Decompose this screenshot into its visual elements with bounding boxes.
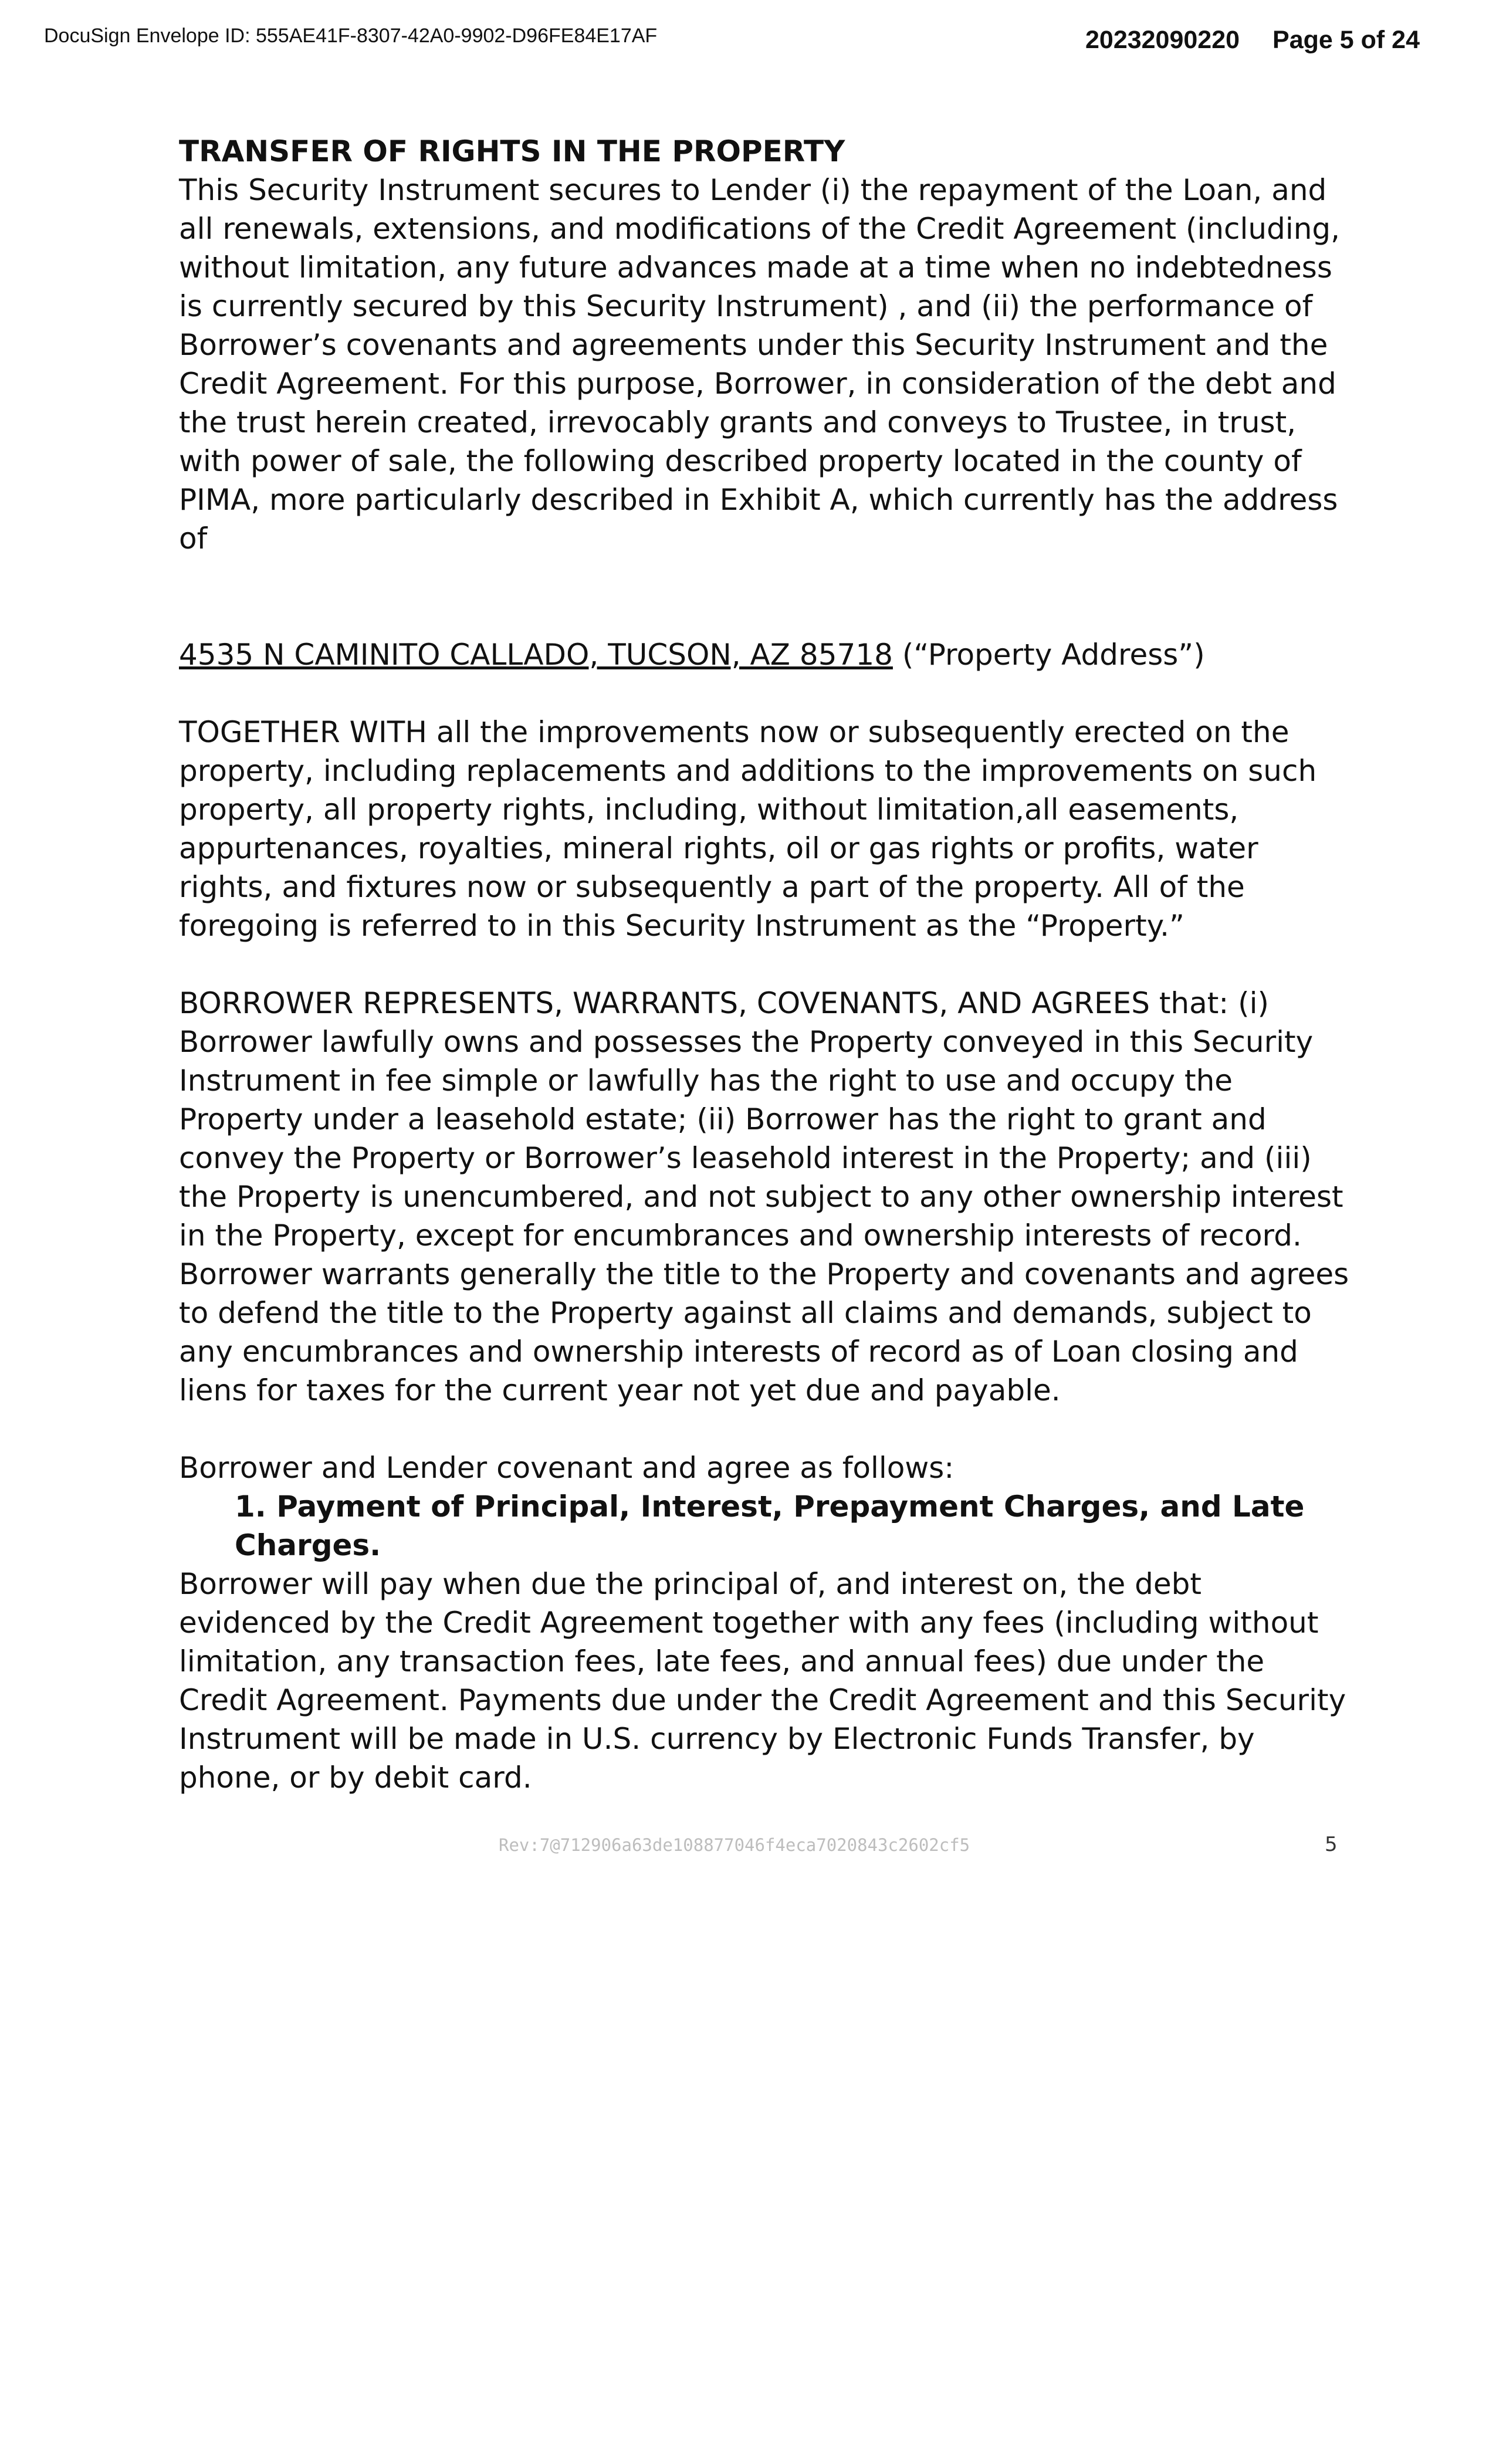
spacer bbox=[179, 945, 1352, 984]
document-number: 20232090220 bbox=[1085, 26, 1240, 54]
property-address-line bbox=[179, 635, 1352, 674]
security-paragraph: This Security Instrument secures to Lender (i) the repayment of the Loan, and all renewals, extensions, and modifications of the Credit Agreement (including, without limitation, any future advances made at a time when no indebtedness is currently secured by this Security Instrument) , and (ii) the performance of Borrower’s covenants and agreements under this Security Instrument and the Credit Agreement. For this purpose, Borrower, in consideration of the debt and the trust herein created, irrevocably grants and conveys to Trustee, in trust, with power of sale, the following described property located in the county of PIMA, more particularly described in Exhibit A, which currently has the address of bbox=[179, 173, 1341, 556]
together-with-paragraph: TOGETHER WITH all the improvements now or subsequently erected on the property, including replacements and additions to the improvements on such property, all property rights, including, without limitation,all easements, appurtenances, royalties, mineral rights, oil or gas rights or profits, water rights, and fixtures now or subsequently a part of the property. All of the foregoing is referred to in this Security Instrument as the “Property.” bbox=[179, 715, 1317, 943]
footer-page-number: 5 bbox=[1325, 1833, 1338, 1856]
spacer bbox=[179, 674, 1352, 713]
property-address-label: (“Property Address”) bbox=[892, 638, 1205, 672]
page-indicator: Page 5 of 24 bbox=[1272, 26, 1420, 54]
spacer bbox=[179, 558, 1352, 635]
envelope-id: DocuSign Envelope ID: 555AE41F-8307-42A0-9902-D96FE84E17AF bbox=[44, 25, 658, 47]
item-1-heading: 1. Payment of Principal, Interest, Prepayment Charges, and Late Charges. bbox=[235, 1490, 1305, 1562]
property-address: 4535 N CAMINITO CALLADO, TUCSON, AZ 85718 bbox=[179, 638, 893, 672]
borrower-represents-paragraph: BORROWER REPRESENTS, WARRANTS, COVENANTS, AND AGREES that: (i) Borrower lawfully owns and possesses the Property conveyed in this Security Instrument in fee simple or lawfully has the right to use and occupy the Property under a leasehold estate; (ii) Borrower has the right to grant and convey the Property or Borrower’s leasehold interest in the Property; and (iii) the Property is unencumbered, and not subject to any other ownership interest in the Property, except for encumbrances and ownership interests of record. Borrower warrants generally the title to the Property and covenants and agrees to defend the title to the Property against all claims and demands, subject to any encumbrances and ownership interests of record as of Loan closing and liens for taxes for the current year not yet due and payable. bbox=[179, 986, 1349, 1407]
spacer bbox=[179, 1410, 1352, 1448]
revision-hash: Rev:7@712906a63de108877046f4eca7020843c2602cf5 bbox=[499, 1835, 970, 1855]
item-1-body: Borrower will pay when due the principal of, and interest on, the debt evidenced by the Credit Agreement together with any fees (including without limitation, any transaction fees, late fees, and annual fees) due under the Credit Agreement. Payments due under the Credit Agreement and this Security Instrument will be made in U.S. currency by Electronic Funds Transfer, by phone, or by debit card. bbox=[179, 1567, 1346, 1795]
covenant-intro: Borrower and Lender covenant and agree as follows: bbox=[179, 1451, 955, 1485]
page-header-right bbox=[1085, 26, 1420, 55]
document-body bbox=[179, 132, 1352, 1797]
section-heading: TRANSFER OF RIGHTS IN THE PROPERTY bbox=[179, 134, 845, 168]
